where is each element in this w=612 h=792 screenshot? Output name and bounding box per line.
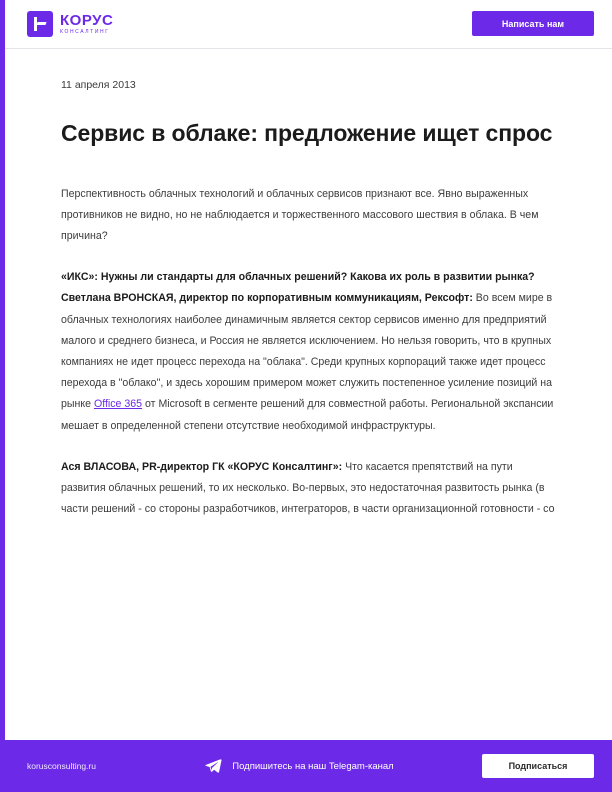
footer-telegram-block xyxy=(116,757,482,775)
footer-telegram-text: Подпишитесь на наш Telegam-канал xyxy=(232,760,394,772)
telegram-icon xyxy=(204,757,222,775)
office365-link[interactable]: Office 365 xyxy=(93,398,143,411)
page-footer xyxy=(5,740,612,792)
question-lead-1: «ИКС»: Нужны ли стандарты для облачных решений? Какова их роль в развитии рынка? Светлана ВРОНСКАЯ, директор по корпоративным коммуникациям, Рексофт: xyxy=(61,271,535,305)
subscribe-button[interactable]: Подписаться xyxy=(482,754,594,778)
paragraph-vlasova-text: Что касается препятствий на пути развития облачных решений, то их несколько. Во-первых, это недостаточная развитость рынка (в части решений - со стороны разработчиков, интеграторов, в части организационной готовности - со xyxy=(61,460,555,516)
paragraph-intro-text: Перспективность облачных технологий и облачных сервисов признают все. Явно выраженных противников не видно, но не наблюдается и торжественного массового шествия в облака. В чем причина? xyxy=(61,187,539,243)
korus-logo-icon xyxy=(27,11,53,37)
paragraph-vronskaya-text: Во всем мире в облачных технологиях наиболее динамичным является сектор сервисов именно для предприятий малого и среднего бизнеса, и Россия не является исключением. Но нельзя говорить, что в крупных компаниях не идет процесс перехода на "облака". Среди крупных корпораций также идет процесс перехода в "облако", и здесь хорошим примером может служить постепенное усиление позиций на рынке xyxy=(61,292,553,411)
question-lead-2: Ася ВЛАСОВА, PR-директор ГК «КОРУС Консалтинг»: xyxy=(61,460,343,473)
page-header xyxy=(5,0,612,48)
brand-name: КОРУС xyxy=(60,12,114,29)
article-date: 11 апреля 2013 xyxy=(61,79,136,91)
contact-us-button[interactable]: Написать нам xyxy=(472,11,594,36)
footer-site-url[interactable]: korusconsulting.ru xyxy=(27,761,96,771)
brand-logo-text xyxy=(60,13,113,35)
paragraph-intro xyxy=(61,184,556,248)
brand-logo[interactable] xyxy=(27,11,113,37)
paragraph-vlasova xyxy=(61,457,556,521)
paragraph-vronskaya-text-after: от Microsoft в сегменте решений для совместной работы. Региональной экспансии мешает в определенной степени отсутствие необходимой инфраструктуры. xyxy=(61,398,554,432)
brand-tagline: КОНСАЛТИНГ xyxy=(60,29,110,35)
page-title: Сервис в облаке: предложение ищет спрос xyxy=(61,120,553,146)
paragraph-vronskaya xyxy=(61,267,556,437)
article-content xyxy=(5,49,612,520)
